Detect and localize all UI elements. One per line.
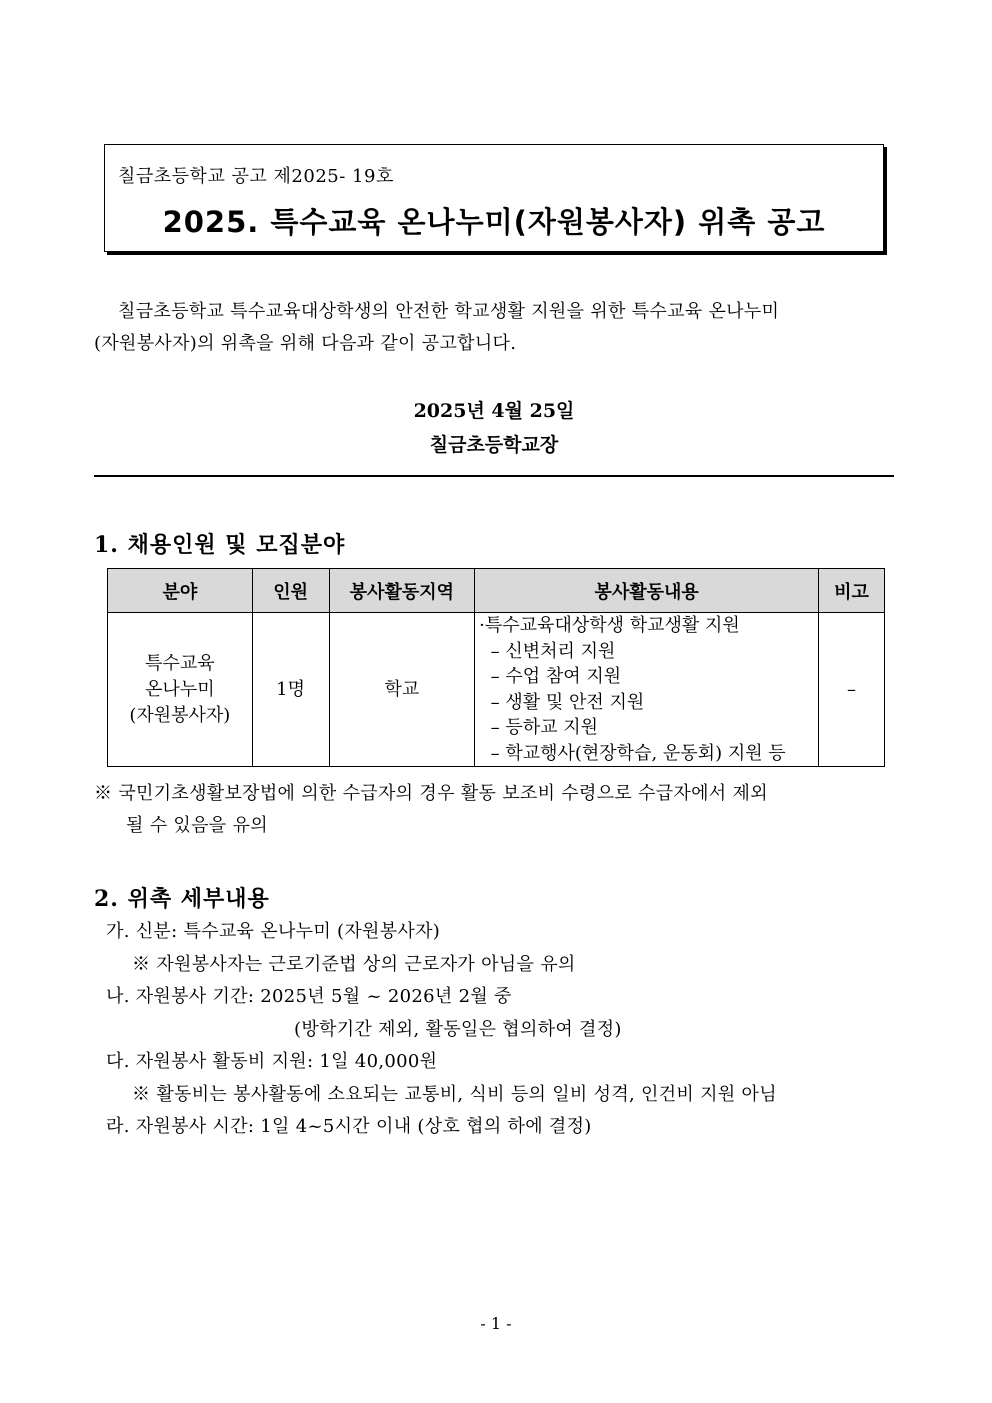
- table-header-row: [108, 569, 885, 613]
- detail-list: [94, 916, 914, 1144]
- cell-area: 학교: [329, 613, 475, 767]
- cell-count: 1명: [252, 613, 329, 767]
- intro-line-1: 칠금초등학교 특수교육대상학생의 안전한 학교생활 지원을 위한 특수교육 온나누미: [118, 301, 780, 322]
- section-2-title: 2. 위촉 세부내용: [94, 886, 270, 912]
- header-content: 봉사활동내용: [475, 569, 819, 613]
- divider: [94, 475, 894, 477]
- field-line: 특수교육: [145, 652, 215, 674]
- header-remark: 비고: [819, 569, 885, 613]
- list-item: 나. 자원봉사 기간: 2025년 5월 ~ 2026년 2월 중: [106, 986, 512, 1007]
- field-line: (자원봉사자): [129, 704, 231, 726]
- issue-date: 2025년 4월 25일: [413, 400, 575, 422]
- list-item: 라. 자원봉사 시간: 1일 4~5시간 이내 (상호 협의 하에 결정): [106, 1116, 592, 1137]
- list-note: ※ 자원봉사자는 근로기준법 상의 근로자가 아님을 유의: [132, 953, 576, 975]
- content-line: – 등하교 지원: [479, 717, 598, 738]
- header-field: 분야: [108, 569, 253, 613]
- list-continuation: (방학기간 제외, 활동일은 협의하여 결정): [294, 1018, 622, 1040]
- content-line: – 학교행사(현장학습, 운동회) 지원 등: [479, 742, 786, 764]
- list-item: 다. 자원봉사 활동비 지원: 1일 40,000원: [106, 1051, 438, 1072]
- page-number: - 1 -: [480, 1314, 512, 1333]
- list-note: ※ 활동비는 봉사활동에 소요되는 교통비, 식비 등의 일비 성격, 인건비 지원 아님: [132, 1083, 777, 1105]
- note-line-2: 될 수 있음을 유의: [126, 815, 268, 836]
- list-item: 가. 신분: 특수교육 온나누미 (자원봉사자): [106, 921, 441, 942]
- issuer-name: 칠금초등학교장: [429, 434, 559, 456]
- intro-paragraph: [94, 296, 894, 360]
- intro-line-2: (자원봉사자)의 위촉을 위해 다음과 같이 공고합니다.: [94, 333, 517, 354]
- content-line: – 수업 참여 지원: [479, 666, 622, 687]
- note-line-1: ※ 국민기초생활보장법에 의한 수급자의 경우 활동 보조비 수령으로 수급자에서 제외: [94, 783, 768, 804]
- notice-number: 칠금초등학교 공고 제2025- 19호: [118, 166, 394, 187]
- content-line: – 생활 및 안전 지원: [479, 691, 645, 713]
- field-line: 온나누미: [145, 678, 215, 700]
- content-line: – 신변처리 지원: [479, 640, 616, 662]
- section-1-title: 1. 채용인원 및 모집분야: [94, 532, 346, 558]
- recruitment-table: [107, 568, 885, 767]
- table-note: [94, 778, 904, 842]
- cell-remark: –: [819, 613, 885, 767]
- content-line: ·특수교육대상학생 학교생활 지원: [479, 615, 740, 636]
- cell-content: [475, 613, 819, 767]
- header-count: 인원: [252, 569, 329, 613]
- cell-field: [108, 613, 253, 767]
- page-title: 2025. 특수교육 온나누미(자원봉사자) 위촉 공고: [162, 205, 826, 239]
- header-area: 봉사활동지역: [329, 569, 475, 613]
- table-row: [108, 613, 885, 767]
